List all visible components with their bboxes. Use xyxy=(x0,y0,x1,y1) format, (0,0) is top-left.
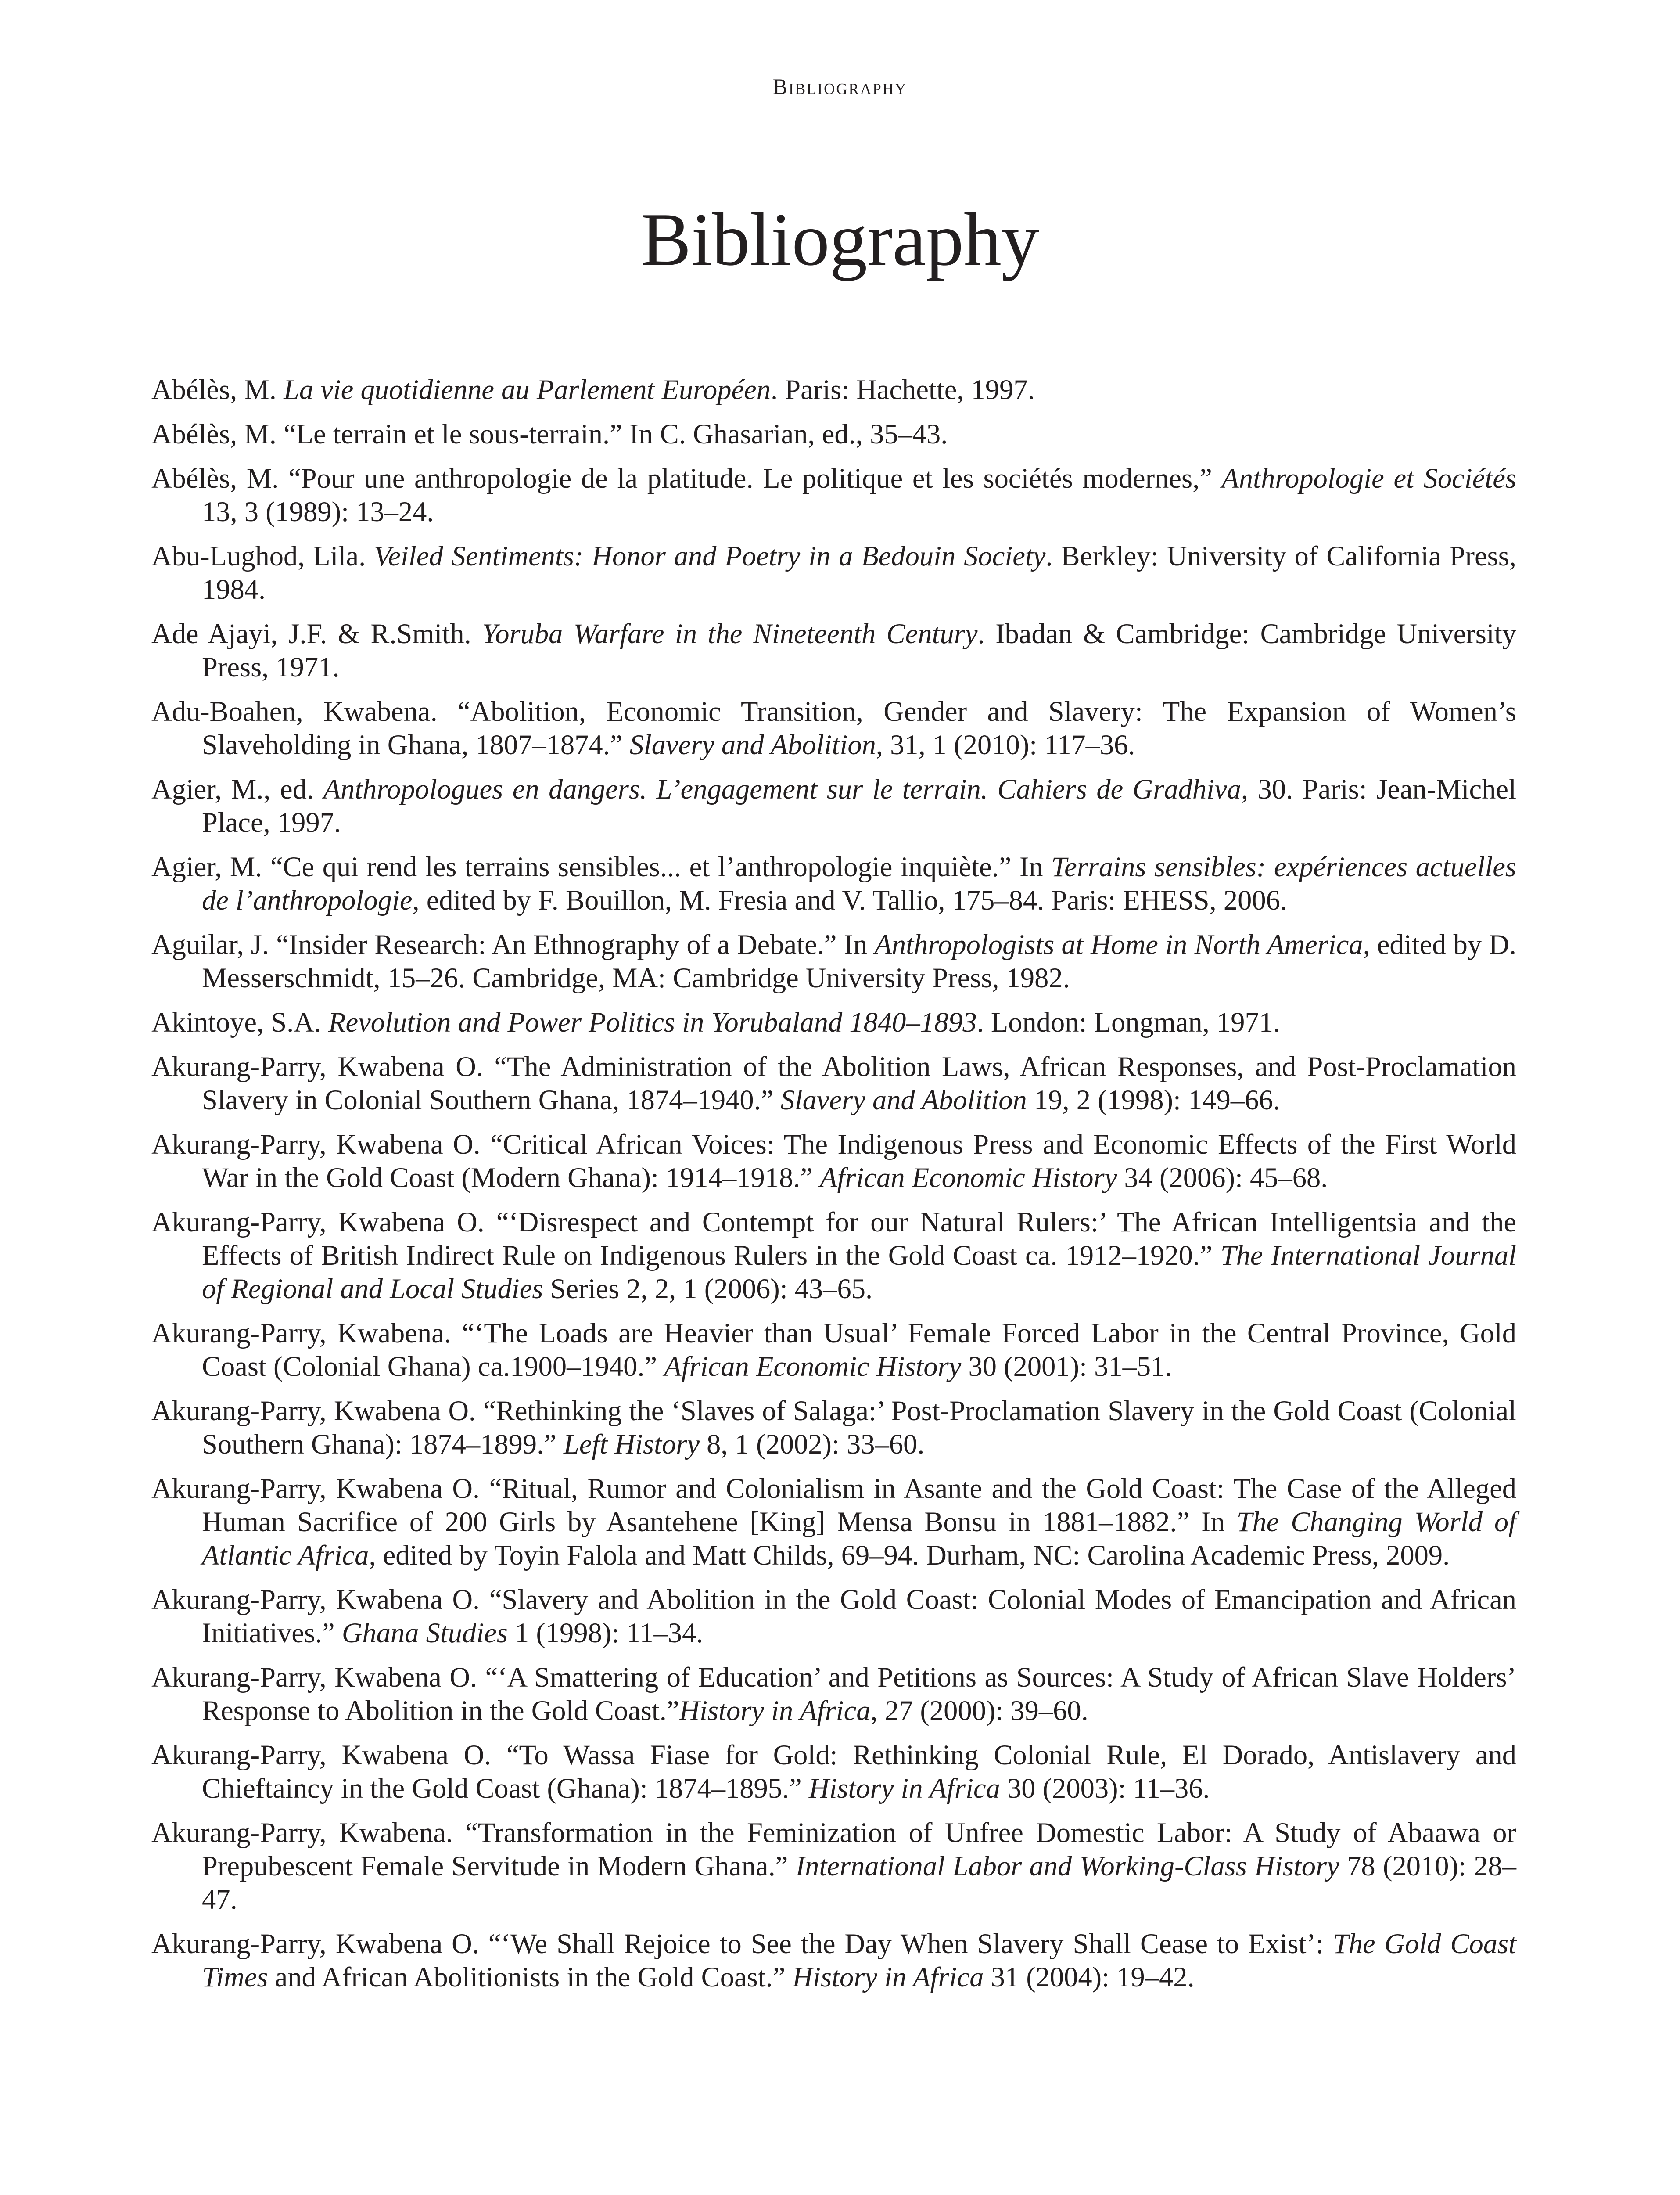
bibliography-entry xyxy=(151,1816,1516,1916)
entry-italic-text: The Changing World of Atlantic Africa, xyxy=(202,1506,1516,1571)
running-head: Bibliography xyxy=(772,74,908,99)
bibliography-entry xyxy=(151,417,1516,451)
entry-text: Aguilar, J. “Insider Research: An Ethnography of a Debate.” In xyxy=(151,929,875,960)
entry-text: 30 (2003): 11–36. xyxy=(1000,1773,1210,1804)
entry-italic-text: Terrains sensibles: expériences actuelles de l’anthropologie, xyxy=(202,851,1517,916)
entry-text: 19, 2 (1998): 149–66. xyxy=(1027,1084,1280,1115)
entry-text: Akintoye, S.A. xyxy=(151,1007,329,1038)
entry-text: 31 (2004): 19–42. xyxy=(984,1961,1195,1993)
entry-text: Akurang-Parry, Kwabena O. “‘A Smattering of Education’ and Petitions as Sources: A Study of African Slave Holders’ Response to Abolition in the Gold Coast.” xyxy=(151,1662,1516,1726)
bibliography-entry xyxy=(151,1128,1516,1195)
entry-text: Akurang-Parry, Kwabena O. “‘We Shall Rejoice to See the Day When Slavery Shall Cease to Exist’: xyxy=(151,1928,1333,1959)
entry-text: Abélès, M. xyxy=(151,374,284,405)
entry-text: edited by F. Bouillon, M. Fresia and V. Tallio, 175–84. Paris: EHESS, 2006. xyxy=(419,885,1287,916)
entry-text: Agier, M., ed. xyxy=(151,774,323,805)
bibliography-entry xyxy=(151,1583,1516,1650)
entry-text: Akurang-Parry, Kwabena O. “Critical African Voices: The Indigenous Press and Economic Effects of the First World War in the Gold Coast (Modern Ghana): 1914–1918.” xyxy=(151,1129,1516,1193)
entry-text: Akurang-Parry, Kwabena O. “‘Disrespect and Contempt for our Natural Rulers:’ The African Intelligentsia and the Effects of British Indirect Rule on Indigenous Rulers in the Gold Coast ca. 1912–1920.” xyxy=(151,1206,1516,1271)
bibliography-entry xyxy=(151,695,1516,762)
bibliography-entry xyxy=(151,1738,1516,1805)
entry-italic-text: Slavery and Abolition xyxy=(629,729,876,760)
entry-italic-text: Slavery and Abolition xyxy=(780,1084,1027,1115)
entry-text: . Berkley: University of California Press, 1984. xyxy=(202,540,1516,605)
entry-text: 78 (2010): 28–47. xyxy=(202,1850,1516,1915)
entry-italic-text: Ghana Studies xyxy=(341,1617,508,1648)
entry-text: . London: Longman, 1971. xyxy=(976,1007,1281,1038)
bibliography-entry xyxy=(151,373,1516,407)
bibliography-entry xyxy=(151,1050,1516,1117)
bibliography-list xyxy=(151,373,1516,2005)
entry-text: Series 2, 2, 1 (2006): 43–65. xyxy=(543,1273,873,1304)
entry-italic-text: Veiled Sentiments: Honor and Poetry in a Bedouin Society xyxy=(374,540,1046,572)
page-title: Bibliography xyxy=(641,198,1039,281)
bibliography-entry xyxy=(151,540,1516,606)
bibliography-entry xyxy=(151,928,1516,995)
entry-italic-text: The International Journal of Regional and Local Studies xyxy=(202,1240,1517,1304)
entry-text: 1 (1998): 11–34. xyxy=(507,1617,704,1648)
entry-text: Akurang-Parry, Kwabena O. “Ritual, Rumor and Colonialism in Asante and the Gold Coast: The Case of the Alleged Human Sacrifice of 200 Girls by Asantehene [King] Mensa Bonsu in 1881–1882.” In xyxy=(151,1473,1516,1537)
entry-text: 30 (2001): 31–51. xyxy=(961,1351,1172,1382)
entry-text: , 27 (2000): 39–60. xyxy=(870,1695,1088,1726)
entry-text: Akurang-Parry, Kwabena. “Transformation in the Feminization of Unfree Domestic Labor: A Study of Abaawa or Prepubescent Female Servitude in Modern Ghana.” xyxy=(151,1817,1516,1882)
bibliography-entry xyxy=(151,1394,1516,1461)
entry-italic-text: The Gold Coast Times xyxy=(202,1928,1516,1993)
entry-text: Agier, M. “Ce qui rend les terrains sensibles... et l’anthropologie inquiète.” In xyxy=(151,851,1052,882)
entry-italic-text: La vie quotidienne au Parlement Européen xyxy=(283,374,771,405)
entry-text: Abélès, M. “Le terrain et le sous-terrain.” In C. Ghasarian, ed., 35–43. xyxy=(151,418,948,450)
bibliography-entry xyxy=(151,773,1516,839)
entry-text: Adu-Boahen, Kwabena. “Abolition, Economic Transition, Gender and Slavery: The Expansion of Women’s Slaveholding in Ghana, 1807–1874.” xyxy=(151,696,1516,760)
entry-text: . Ibadan & Cambridge: Cambridge University Press, 1971. xyxy=(202,618,1516,683)
entry-italic-text: Anthropologists at Home in North America, xyxy=(874,929,1370,960)
entry-text: . Paris: Hachette, 1997. xyxy=(770,374,1035,405)
entry-text: edited by Toyin Falola and Matt Childs, 69–94. Durham, NC: Carolina Academic Press, 2009. xyxy=(376,1540,1450,1571)
bibliography-entry xyxy=(151,1472,1516,1572)
entry-text: Akurang-Parry, Kwabena O. “Slavery and Abolition in the Gold Coast: Colonial Modes of Emancipation and African Initiatives.” xyxy=(151,1584,1516,1648)
entry-italic-text: Anthropologues en dangers. L’engagement sur le terrain. Cahiers de Gradhiva xyxy=(323,774,1241,805)
entry-text: 34 (2006): 45–68. xyxy=(1117,1162,1328,1193)
bibliography-entry xyxy=(151,1006,1516,1039)
entry-italic-text: International Labor and Working-Class History xyxy=(795,1850,1339,1882)
entry-text: Abélès, M. “Pour une anthropologie de la platitude. Le politique et les sociétés modernes,” xyxy=(151,463,1222,494)
bibliography-entry xyxy=(151,1927,1516,1994)
entry-text: Akurang-Parry, Kwabena O. “Rethinking the ‘Slaves of Salaga:’ Post-Proclamation Slavery in the Gold Coast (Colonial Southern Ghana): 1874–1899.” xyxy=(151,1395,1516,1460)
entry-text: Akurang-Parry, Kwabena O. “The Administration of the Abolition Laws, African Responses, and Post-Proclamation Slavery in Colonial Southern Ghana, 1874–1940.” xyxy=(151,1051,1516,1115)
entry-text: and African Abolitionists in the Gold Coast.” xyxy=(268,1961,793,1993)
entry-text: Akurang-Parry, Kwabena. “‘The Loads are Heavier than Usual’ Female Forced Labor in the Central Province, Gold Coast (Colonial Ghana) ca.1900–1940.” xyxy=(151,1317,1516,1382)
entry-italic-text: Left History xyxy=(564,1429,700,1460)
entry-italic-text: History in Africa xyxy=(679,1695,871,1726)
entry-italic-text: Anthropologie et Sociétés xyxy=(1221,463,1516,494)
entry-text: , 30. Paris: Jean-Michel Place, 1997. xyxy=(202,774,1516,838)
entry-text: Abu-Lughod, Lila. xyxy=(151,540,374,572)
bibliography-entry xyxy=(151,462,1516,529)
entry-italic-text: History in Africa xyxy=(808,1773,1000,1804)
entry-italic-text: Revolution and Power Politics in Yorubaland 1840–1893 xyxy=(328,1007,977,1038)
entry-italic-text: African Economic History xyxy=(820,1162,1117,1193)
entry-text: edited by D. Messerschmidt, 15–26. Cambridge, MA: Cambridge University Press, 1982. xyxy=(202,929,1516,993)
entry-text: Akurang-Parry, Kwabena O. “To Wassa Fiase for Gold: Rethinking Colonial Rule, El Dorado, Antislavery and Chieftaincy in the Gold Coast (Ghana): 1874–1895.” xyxy=(151,1739,1516,1804)
entry-italic-text: Yoruba Warfare in the Nineteenth Century xyxy=(482,618,978,649)
entry-italic-text: African Economic History xyxy=(664,1351,962,1382)
entry-text: , 31, 1 (2010): 117–36. xyxy=(876,729,1135,760)
entry-text: 8, 1 (2002): 33–60. xyxy=(699,1429,925,1460)
bibliography-entry xyxy=(151,1205,1516,1306)
entry-text: Ade Ajayi, J.F. & R.Smith. xyxy=(151,618,482,649)
bibliography-entry xyxy=(151,850,1516,917)
entry-italic-text: History in Africa xyxy=(792,1961,984,1993)
entry-text: 13, 3 (1989): 13–24. xyxy=(202,496,434,527)
bibliography-entry xyxy=(151,1661,1516,1727)
bibliography-entry xyxy=(151,1317,1516,1383)
bibliography-entry xyxy=(151,617,1516,684)
